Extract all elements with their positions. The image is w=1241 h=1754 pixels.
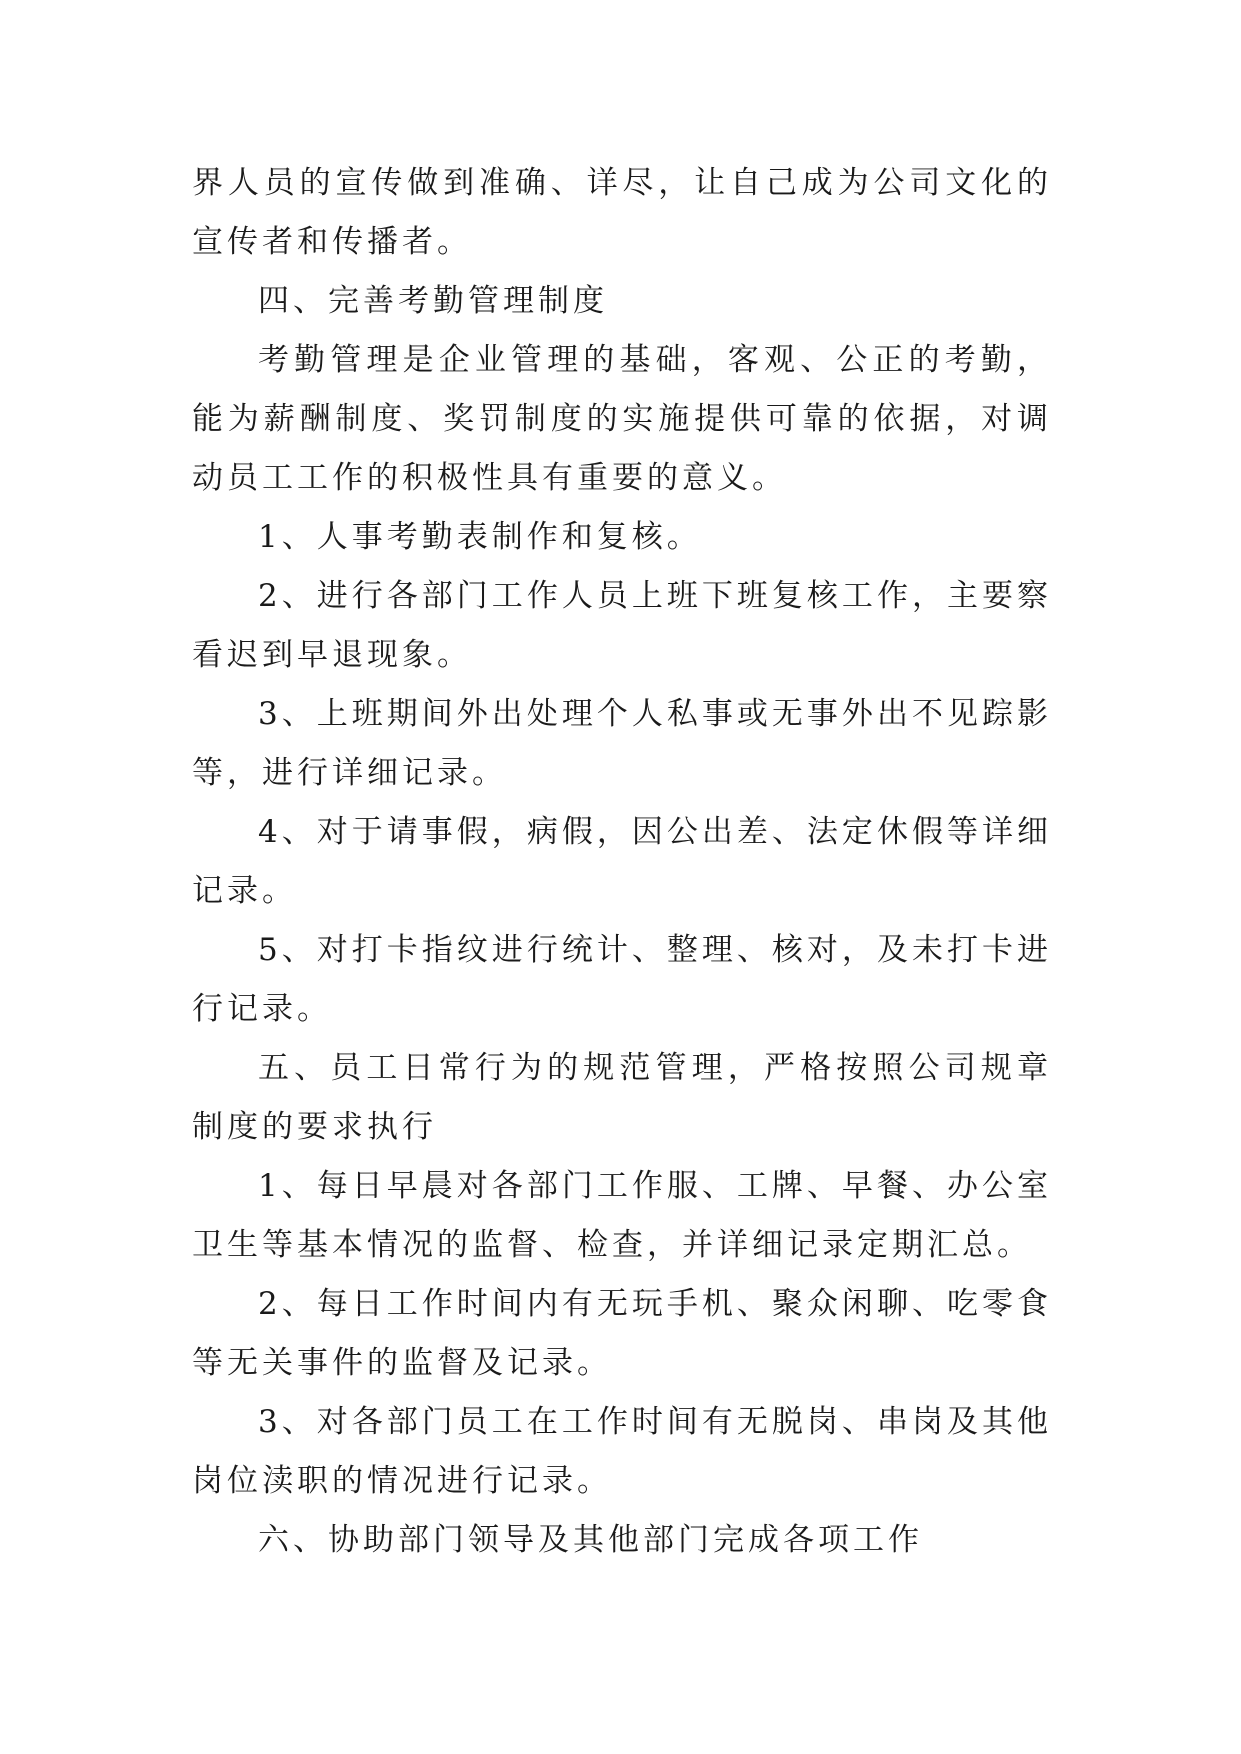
list-item: 5、对打卡指纹进行统计、整理、核对，及未打卡进行记录。	[192, 932, 1052, 1027]
paragraph-continuation: 界人员的宣传做到准确、详尽，让自己成为公司文化的宣传者和传播者。	[192, 165, 1052, 260]
list-item: 4、对于请事假，病假，因公出差、法定休假等详细记录。	[192, 814, 1052, 909]
section-heading-6: 六、协助部门领导及其他部门完成各项工作	[258, 1522, 923, 1558]
list-item: 1、每日早晨对各部门工作服、工牌、早餐、办公室卫生等基本情况的监督、检查，并详细记录定期汇总。	[192, 1168, 1052, 1263]
list-item: 3、对各部门员工在工作时间有无脱岗、串岗及其他岗位渎职的情况进行记录。	[192, 1404, 1052, 1499]
section-heading-4: 四、完善考勤管理制度	[258, 283, 608, 319]
list-item: 2、每日工作时间内有无玩手机、聚众闲聊、吃零食等无关事件的监督及记录。	[192, 1286, 1052, 1381]
list-item: 3、上班期间外出处理个人私事或无事外出不见踪影等，进行详细记录。	[192, 696, 1052, 791]
document-page	[192, 154, 1052, 1570]
section-heading-5: 五、员工日常行为的规范管理，严格按照公司规章制度的要求执行	[192, 1050, 1052, 1145]
list-item: 1、人事考勤表制作和复核。	[258, 519, 702, 555]
paragraph: 考勤管理是企业管理的基础，客观、公正的考勤，能为薪酬制度、奖罚制度的实施提供可靠的依据，对调动员工工作的积极性具有重要的意义。	[192, 342, 1052, 496]
list-item: 2、进行各部门工作人员上班下班复核工作，主要察看迟到早退现象。	[192, 578, 1052, 673]
